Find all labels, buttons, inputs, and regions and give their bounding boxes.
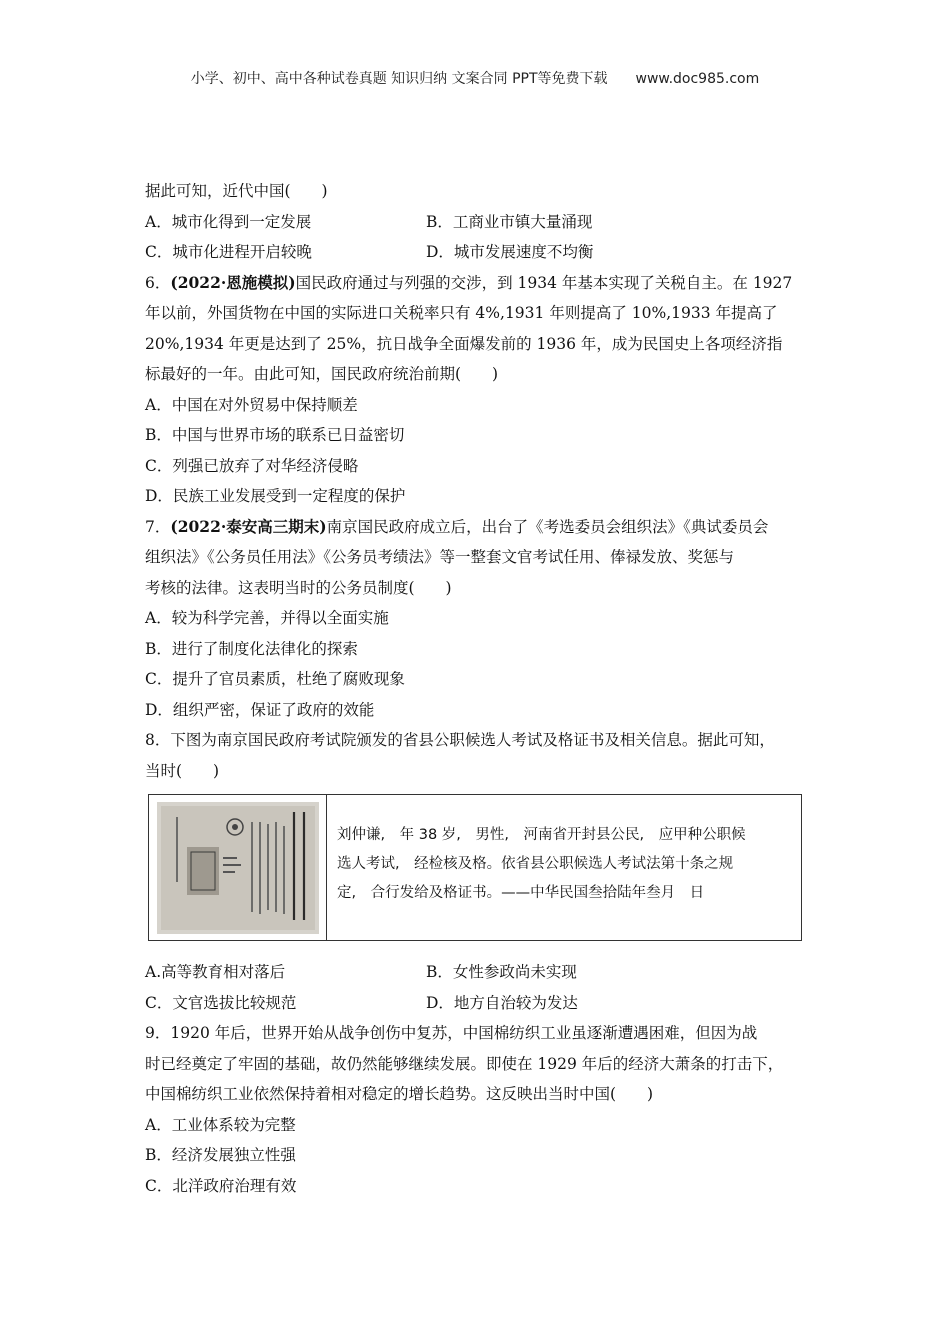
header-banner: 小学、初中、高中各种试卷真题 知识归纳 文案合同 PPT等免费下载: [190, 71, 608, 87]
q5-options-row-1: [145, 207, 810, 238]
q6-option-d: D．民族工业发展受到一定程度的保护: [145, 487, 406, 505]
q6-option-b: B．中国与世界市场的联系已日益密切: [145, 426, 405, 444]
certificate-line-1: 刘仲谦, 年 38 岁, 男性, 河南省开封县公民, 应甲种公职候: [337, 827, 746, 843]
q7-stem-line-2: 组织法》《公务员任用法》《公务员考绩法》等一整套文官考试任用、俸禄发放、奖惩与: [145, 548, 735, 566]
q7-option-a: A．较为科学完善，并得以全面实施: [145, 609, 389, 627]
q6-stem-line-4: 标最好的一年。由此可知，国民政府统治前期( ): [145, 365, 499, 383]
q7-option-d: D．组织严密，保证了政府的效能: [145, 700, 375, 719]
q8-option-a: A.高等教育相对落后: [145, 963, 286, 981]
q8-option-d: D．地方自治较为发达: [426, 993, 578, 1012]
q9-stem-line-1: 9．1920 年后，世界开始从战争创伤中复苏，中国棉纺织工业虽逐渐遭遇困难，但因为战: [145, 1024, 758, 1042]
document-body: [145, 176, 810, 1201]
q7-source: (2022·泰安高三期末): [170, 516, 327, 536]
certificate-photo: [149, 795, 327, 940]
q9-stem-line-3: 中国棉纺织工业依然保持着相对稳定的增长趋势。这反映出当时中国( ): [145, 1085, 654, 1103]
q7-stem-text-1: 南京国民政府成立后，出台了《考选委员会组织法》《典试委员会: [326, 517, 769, 536]
q9-option-c: C．北洋政府治理有效: [145, 1176, 297, 1195]
q6-stem-text-1: 国民政府通过与列强的交涉，到 1934 年基本实现了关税自主。在 1927: [295, 273, 793, 292]
q8-option-b: B．女性参政尚未实现: [426, 963, 577, 981]
q6-option-a: A．中国在对外贸易中保持顺差: [145, 395, 358, 414]
q8-options-row-2: [145, 988, 810, 1019]
q5-options-row-2: [145, 237, 810, 268]
page-header: [0, 68, 950, 88]
q6-stem-line-2: 年以前，外国货物在中国的实际进口关税率只有 4%,1931 年则提高了 10%,1933 年提高了: [145, 304, 778, 322]
q9-stem-line-2: 时已经奠定了牢固的基础，故仍然能够继续发展。即使在 1929 年后的经济大萧条的打击下，: [145, 1054, 784, 1073]
q6-option-c: C．列强已放弃了对华经济侵略: [145, 456, 359, 475]
header-site-link[interactable]: www.doc985.com: [635, 71, 760, 87]
certificate-line-3: 定, 合行发给及格证书。——中华民国叁拾陆年叁月 日: [337, 885, 705, 901]
q6-number: 6．: [145, 273, 171, 292]
q8-options-row-1: [145, 957, 810, 988]
q7-stem-line-3: 考核的法律。这表明当时的公务员制度( ): [145, 578, 452, 597]
certificate-description: [327, 795, 801, 940]
q8-figure-table: [148, 794, 802, 941]
q5-stem-end: 据此可知，近代中国( ): [145, 182, 328, 200]
q7-number: 7．: [145, 517, 171, 536]
q8-option-c: C．文官选拔比较规范: [145, 993, 297, 1012]
q6-stem-line-1: [145, 268, 810, 299]
q7-option-c: C．提升了官员素质，杜绝了腐败现象: [145, 670, 405, 688]
q5-option-a: A．城市化得到一定发展: [145, 212, 312, 231]
q7-stem-line-1: [145, 512, 810, 543]
q9-option-a: A．工业体系较为完整: [145, 1115, 296, 1134]
q5-option-c: C．城市化进程开启较晚: [145, 243, 312, 261]
q9-option-b: B．经济发展独立性强: [145, 1146, 296, 1164]
q7-option-b: B．进行了制度化法律化的探索: [145, 639, 358, 658]
q5-option-b: B．工商业市镇大量涌现: [426, 212, 593, 231]
q5-option-d: D．城市发展速度不均衡: [426, 243, 594, 261]
q6-stem-line-3: 20%,1934 年更是达到了 25%，抗日战争全面爆发前的 1936 年，成为民国史上各项经济指: [145, 334, 783, 353]
certificate-line-2: 选人考试, 经检核及格。依省县公职候选人考试法第十条之规: [337, 856, 734, 872]
q8-stem-line-1: 8．下图为南京国民政府考试院颁发的省县公职候选人考试及格证书及相关信息。据此可知，: [145, 731, 775, 749]
certificate-image: [157, 802, 319, 934]
q6-source: (2022·恩施模拟): [170, 272, 296, 292]
q8-stem-line-2: 当时( ): [145, 761, 220, 780]
